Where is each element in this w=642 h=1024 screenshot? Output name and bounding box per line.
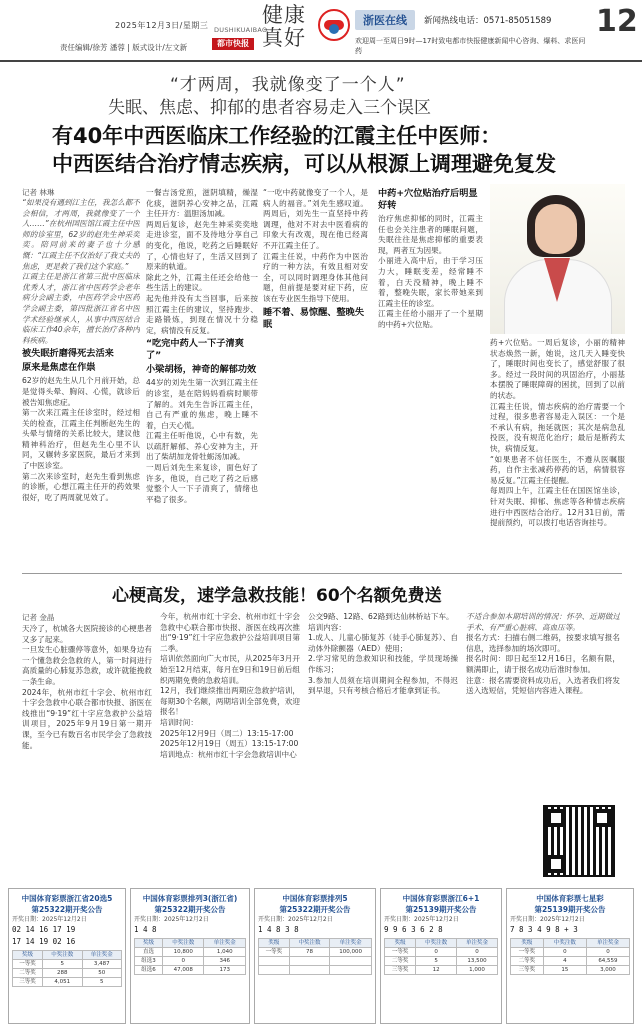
table-cell: 5 bbox=[43, 960, 82, 969]
training-location: 培训地点：杭州市红十字会急救培训中心 bbox=[160, 749, 297, 759]
lottery-results bbox=[0, 888, 642, 1024]
lottery-title: 中国体育彩票排列5 bbox=[282, 894, 348, 903]
article2-column-1 bbox=[22, 624, 152, 882]
zheyi-logo-icon bbox=[318, 9, 350, 41]
paragraph: 2.学习常见的急救知识和技能，学员现场操作练习； bbox=[308, 654, 458, 674]
qr-code-icon[interactable] bbox=[543, 805, 615, 877]
paragraph: 两周后复诊，赵先生神采奕奕地走进诊室，面不及待地分享自己的变化，他说，吃药之后睡眠好了，心情也好了，生活又回到了原来的轨道。 bbox=[146, 219, 258, 272]
table-cell: 直选 bbox=[135, 948, 163, 957]
subheading: “吃完中药人一下子清爽了” bbox=[146, 338, 244, 362]
table-cell: 二等奖 bbox=[385, 957, 416, 966]
table-cell: 346 bbox=[204, 957, 246, 966]
paragraph: 报名方式：扫描右侧二维码，按要求填写报名信息，选择参加的场次即可。 bbox=[466, 633, 620, 653]
table-cell: 组选6 bbox=[135, 966, 163, 975]
paragraph: 治疗焦虑抑郁的同时，江霞主任也会关注患者的睡眠问题，失眠往往是焦虑抑郁的重要表现，两者互为因果。 bbox=[378, 214, 483, 255]
paragraph: 12月，我们继续推出两期应急救护培训，每期30个名额，两期培训全部免费，欢迎报名！ bbox=[160, 686, 300, 717]
prize-table bbox=[12, 950, 122, 987]
table-row bbox=[385, 957, 498, 966]
table-cell bbox=[289, 957, 329, 966]
table-cell: 中奖注数 bbox=[416, 939, 457, 948]
table-cell: 3,487 bbox=[82, 960, 122, 969]
paragraph: 一周后刘先生来复诊，面色好了许多，他说，自己吃了药之后感觉整个人一下子清爽了，情绪也平稳了很多。 bbox=[146, 463, 258, 504]
paragraph: “如果没有遇到江主任，我怎么都不会相信，才两周，我就像变了一个人……”在杭州国医馆江霞主任中医师的诊室里，62岁的赵先生神采奕奕。陪同前来的妻子也十分感慨：“江霞主任不仅治好了我丈夫的焦虑，更是救了我们这个家庭。” bbox=[22, 198, 140, 271]
lottery-title: 中国体育彩票七星彩 bbox=[536, 894, 604, 903]
paragraph: 1.成人、儿童心肺复苏（徒手心肺复苏）、自动体外除颤器（AED）使用； bbox=[308, 633, 458, 653]
paragraph: 江霞主任听他说，心中有数，先以疏肝解郁、养心安神为主，开出了柴胡加龙骨牡蛎汤加减。 bbox=[146, 431, 258, 462]
table-cell: 5 bbox=[82, 978, 122, 987]
section-title: 健康真好 bbox=[262, 3, 306, 50]
lottery-issue: 第25322期开奖公告 bbox=[154, 905, 226, 914]
table-row bbox=[259, 957, 372, 966]
table-cell: 50 bbox=[82, 969, 122, 978]
article1-subtitle: 失眠、焦虑、抑郁的患者容易走入三个误区 bbox=[108, 98, 431, 118]
lottery-box bbox=[380, 888, 502, 1024]
article1-column-2 bbox=[146, 188, 258, 568]
lottery-numbers: 02 14 16 17 19 bbox=[12, 925, 76, 934]
article2-column-2 bbox=[160, 612, 300, 882]
table-cell: 奖级 bbox=[385, 939, 416, 948]
paragraph: 注意：报名需要资料成功后，入选者我们将发送入选短信，凭短信内容进入课程。 bbox=[466, 675, 620, 696]
header-promo: 欢迎周一至周日9时—17时致电都市快报健康新闻中心咨询、爆料、求医问药 bbox=[355, 37, 586, 55]
table-cell: 1,000 bbox=[457, 966, 498, 975]
paragraph: 44岁的刘先生第一次到江霞主任的诊室，是在陪妈妈看病时顺带了解的。刘先生告诉江霞主任，自己有严重的焦虑，晚上睡不着，白天心慌。 bbox=[146, 378, 258, 430]
lottery-date: 开奖日期：2025年12月2日 bbox=[384, 916, 459, 923]
table-row bbox=[511, 939, 630, 948]
table-row bbox=[135, 957, 246, 966]
paragraph: 药+穴位贴。一周后复诊，小丽的精神状态焕然一新，她说，这几天入睡变快了，睡眠时间也变长了，感觉舒服了很多。经过一段时间的巩固治疗，小丽基本摆脱了睡眠障碍的困扰，回到了以前的状态。 bbox=[490, 338, 625, 400]
table-cell: 奖级 bbox=[13, 951, 43, 960]
article1-column-4 bbox=[490, 338, 625, 568]
table-row bbox=[511, 948, 630, 957]
prize-table bbox=[134, 938, 246, 975]
article1-quote: “才两周，我就像变了一个人” bbox=[170, 75, 406, 95]
table-row bbox=[259, 939, 372, 948]
article1-column-1 bbox=[22, 198, 140, 568]
lottery-title: 中国体育彩票浙江6+1 bbox=[402, 894, 480, 903]
article2-column-3 bbox=[308, 612, 458, 882]
paragraph: 江霞主任是浙江省第三批中医临床优秀人才，浙江省中医药学会老年病分会副主委，中医药学会中医药学会副主委，第四批浙江省名中医学术经验继承人，从事中西医结合临床工作40余年，擅长治疗各种内科疾病。 bbox=[22, 272, 140, 345]
subheading: 中药+穴位贴治疗后明显好转 bbox=[378, 188, 478, 211]
table-cell bbox=[330, 966, 372, 975]
table-row bbox=[135, 948, 246, 957]
table-cell: 奖级 bbox=[135, 939, 163, 948]
lottery-title: 中国体育彩票浙江省20选5 bbox=[21, 894, 113, 903]
table-row bbox=[13, 969, 122, 978]
table-cell: 单注奖金 bbox=[204, 939, 246, 948]
paragraph: 起先他并没有太当回事，后来按照江霞主任的建议，坚持跑步、走路锻炼，到现在情况十分稳定，病情没有反复。 bbox=[146, 293, 258, 335]
page-header bbox=[0, 0, 642, 62]
lottery-numbers: 9 9 6 3 6 2 8 bbox=[384, 925, 443, 934]
lottery-box bbox=[130, 888, 250, 1024]
hotline: 新闻热线电话：0571-85051589 bbox=[424, 16, 552, 26]
doctor-portrait bbox=[490, 184, 625, 334]
lottery-issue: 第25139期开奖公告 bbox=[534, 905, 606, 914]
table-cell: 三等奖 bbox=[511, 966, 544, 975]
table-cell: 15 bbox=[543, 966, 586, 975]
logo-english: DUSHIKUAIBAO bbox=[214, 26, 268, 34]
subheading: 睡不着、易惊醒、整晚失眠 bbox=[263, 306, 365, 330]
table-row bbox=[13, 978, 122, 987]
table-cell: 三等奖 bbox=[385, 966, 416, 975]
paragraph: 一餐吉汤党煎，滋阴填精，燥湿化痰，滋阴养心安神之品，江霞主任开方：温胆汤加减。 bbox=[146, 188, 258, 219]
paragraph: 公交9路、12路、62路到达仙林桥站下车。 bbox=[308, 612, 454, 621]
lottery-numbers: 7 8 3 4 9 8 + 3 bbox=[510, 925, 578, 934]
paragraph: 培训依然面向广大市民，从2025年3月开始至12月结束，每月在9日和19日前后组织两期免费的急救培训。 bbox=[160, 654, 300, 685]
table-cell: 4 bbox=[543, 957, 586, 966]
table-cell: 一等奖 bbox=[511, 948, 544, 957]
table-cell: 中奖注数 bbox=[43, 951, 82, 960]
header-divider bbox=[0, 60, 642, 62]
table-cell bbox=[259, 957, 290, 966]
table-cell: 64,559 bbox=[586, 957, 629, 966]
page-number: 12 bbox=[596, 4, 638, 39]
paragraph: “一吃中药就像变了一个人，是病人的福音。”刘先生感叹道。两周后，刘先生一直坚持中药调理，他对不对去中医看病的印象大有改观，现在他已经离不开江霞主任了。 bbox=[263, 188, 368, 250]
table-row bbox=[385, 939, 498, 948]
subheading: 小梁胡杨，神奇的解郁功效 bbox=[146, 364, 257, 376]
prize-table bbox=[384, 938, 498, 975]
table-cell: 组选3 bbox=[135, 957, 163, 966]
lottery-box bbox=[8, 888, 126, 1024]
lottery-title: 中国体育彩票排列3(浙江省) bbox=[142, 894, 238, 903]
table-cell: 单注奖金 bbox=[586, 939, 629, 948]
table-row bbox=[135, 939, 246, 948]
table-cell: 单注奖金 bbox=[82, 951, 122, 960]
table-cell: 奖级 bbox=[511, 939, 544, 948]
table-row bbox=[511, 957, 630, 966]
lottery-date: 开奖日期：2025年12月2日 bbox=[12, 916, 87, 923]
table-cell: 中奖注数 bbox=[162, 939, 204, 948]
paragraph: 江霞主任说，情志疾病的治疗需要一个过程，很多患者容易走入误区：一个是不承认有病，拖延就医；其次是病急乱投医，没有规范化治疗；最后是断药太快，病情反复。 bbox=[490, 401, 625, 453]
table-row bbox=[385, 948, 498, 957]
issue-date: 2025年12月3日/星期三 bbox=[115, 21, 209, 30]
paragraph: 今年，杭州市红十字会、杭州市红十字会急救中心联合都市快报、浙医在线再次推出“9·19”红十字应急救护公益培训项目第二季。 bbox=[160, 612, 300, 653]
table-cell: 13,500 bbox=[457, 957, 498, 966]
paragraph: 培训内容： bbox=[308, 622, 346, 632]
lottery-issue: 第25322期开奖公告 bbox=[31, 905, 103, 914]
paragraph: 天冷了，杭城各大医院接诊的心梗患者又多了起来。 bbox=[22, 624, 152, 644]
table-cell: 0 bbox=[162, 957, 204, 966]
table-cell: 0 bbox=[543, 948, 586, 957]
table-cell: 一等奖 bbox=[385, 948, 416, 957]
article1-headline-1: 有40年中西医临床工作经验的江霞主任中医师： bbox=[52, 124, 502, 148]
table-cell: 47,008 bbox=[162, 966, 204, 975]
paragraph: 第二次来诊室时，赵先生看到焦虑的诊断，心想江霞主任开的药效果很好，吃了两周就见效了。 bbox=[22, 471, 140, 502]
table-row bbox=[259, 948, 372, 957]
subheading: 被失眠折磨得死去活来 bbox=[22, 348, 114, 360]
table-cell: 5 bbox=[416, 957, 457, 966]
table-cell: 一等奖 bbox=[13, 960, 43, 969]
table-row bbox=[135, 966, 246, 975]
paragraph: 小丽进入高中后，由于学习压力大，睡眠变差，经常睡不着，白天没精神，晚上睡不着，整晚失眠，家长带她来到江霞主任的诊室。 bbox=[378, 256, 483, 308]
table-cell: 一等奖 bbox=[259, 948, 290, 957]
lottery-numbers: 1 4 8 3 8 bbox=[258, 925, 299, 934]
table-cell: 0 bbox=[586, 948, 629, 957]
table-cell: 二等奖 bbox=[511, 957, 544, 966]
table-row bbox=[385, 966, 498, 975]
lottery-issue: 第25322期开奖公告 bbox=[279, 905, 351, 914]
article2-headline: 心梗高发，速学急救技能！60个名额免费送 bbox=[112, 586, 442, 606]
table-cell: 单注奖金 bbox=[330, 939, 372, 948]
lottery-date: 开奖日期：2025年12月2日 bbox=[510, 916, 585, 923]
lottery-issue: 第25139期开奖公告 bbox=[405, 905, 477, 914]
table-row bbox=[13, 951, 122, 960]
paragraph: 不适合参加本期培训的情况：怀孕、近期做过手术、有严重心脏病、高血压等。 bbox=[466, 612, 620, 632]
table-cell bbox=[330, 957, 372, 966]
editor-credits: 责任编辑/徐芳 潘蓉 | 版式设计/左文新 bbox=[60, 43, 188, 52]
table-cell: 4,051 bbox=[43, 978, 82, 987]
training-date: 2025年12月19日（周五）13:15-17:00 bbox=[160, 739, 299, 749]
table-cell bbox=[289, 966, 329, 975]
table-row bbox=[511, 966, 630, 975]
paragraph: 江霞主任说，中药作为中医治疗的一种方法，有效且相对安全，可以同时调理身体其他问题，但前提是要对症下药，应该在专业医生指导下使用。 bbox=[263, 251, 368, 303]
paragraph: 除此之外，江霞主任还会给他一些生活上的建议。 bbox=[146, 272, 258, 293]
newspaper-logo: 都市快报 bbox=[212, 38, 254, 50]
lottery-numbers-order: 17 14 19 02 16 bbox=[12, 937, 76, 946]
table-cell: 78 bbox=[289, 948, 329, 957]
paragraph: 2024年，杭州市红十字会、杭州市红十字会急救中心联合都市快报、浙医在线推出“9·19”红十字应急救护公益培训项目，2025年9月19日第一期开课，至今已有数百名市民学会了急救技能。 bbox=[22, 687, 152, 750]
subheading: 原来是焦虑在作祟 bbox=[22, 362, 96, 374]
table-cell: 0 bbox=[416, 948, 457, 957]
training-date: 2025年12月9日（周二）13:15-17:00 bbox=[160, 728, 294, 738]
lottery-date: 开奖日期：2025年12月2日 bbox=[134, 916, 209, 923]
paragraph: 每周四上午，江霞主任在国医馆坐诊，针对失眠、抑郁、焦虑等各种情志疾病进行中西医结合治疗。12月31日前，需提前预约，可以拨打电话咨询挂号。 bbox=[490, 486, 625, 528]
table-row bbox=[13, 960, 122, 969]
article1-headline-2: 中西医结合治疗情志疾病，可以从根源上调理避免复发 bbox=[52, 152, 556, 176]
paragraph: 报名时间：即日起至12月16日，名额有限，额满即止，请于报名成功后准时参加。 bbox=[466, 654, 620, 674]
table-cell: 奖级 bbox=[259, 939, 290, 948]
table-cell bbox=[259, 966, 290, 975]
table-cell: 单注奖金 bbox=[457, 939, 498, 948]
article1-column-3 bbox=[263, 188, 483, 568]
paragraph: 3.参加人员须在培训期间全程参加，不得迟到早退，只有考核合格后才能拿到证书。 bbox=[308, 675, 458, 696]
article2-column-4 bbox=[466, 612, 620, 802]
table-cell: 173 bbox=[204, 966, 246, 975]
table-cell: 0 bbox=[457, 948, 498, 957]
paragraph: 一旦发生心脏骤停等意外，如果身边有一个懂急救会急救的人，第一时间进行高质量的心肺复苏急救，或许就能挽救一条生命。 bbox=[22, 645, 152, 686]
table-cell: 100,000 bbox=[330, 948, 372, 957]
zheyi-online-brand: 浙医在线 bbox=[355, 10, 415, 30]
training-time-label: 培训时间： bbox=[160, 717, 198, 727]
table-cell: 12 bbox=[416, 966, 457, 975]
paragraph: “如果患者不信任医生，不遵从医嘱服药，自作主张减药停药的话，病情很容易反复。”江霞主任提醒。 bbox=[490, 454, 625, 485]
paragraph: 江霞主任给小丽开了一个星期的中药+穴位贴。 bbox=[378, 309, 483, 329]
table-cell: 10,800 bbox=[162, 948, 204, 957]
article2-author: 记者 金晶 bbox=[22, 613, 55, 622]
article-divider bbox=[22, 573, 622, 574]
table-row bbox=[259, 966, 372, 975]
paragraph: 62岁的赵先生从几个月前开始，总是觉得头晕、胸闷、心慌，就诊后被告知焦虑症。 bbox=[22, 376, 140, 407]
lottery-box bbox=[254, 888, 376, 1024]
table-cell: 1,040 bbox=[204, 948, 246, 957]
table-cell: 三等奖 bbox=[13, 978, 43, 987]
table-cell: 中奖注数 bbox=[543, 939, 586, 948]
paragraph: 第一次来江霞主任诊室时，经过相关的检查，江霞主任判断赵先生的头晕与情绪的关系比较大，建议他精神科治疗，但赵先生心里不认同，又辗转多家医院，最后才来到了中医诊室。 bbox=[22, 408, 140, 471]
table-cell: 288 bbox=[43, 969, 82, 978]
lottery-numbers: 1 4 8 bbox=[134, 925, 157, 934]
article1-author: 记者 林琳 bbox=[22, 188, 55, 197]
table-cell: 3,000 bbox=[586, 966, 629, 975]
table-cell: 中奖注数 bbox=[289, 939, 329, 948]
lottery-box bbox=[506, 888, 634, 1024]
prize-table bbox=[258, 938, 372, 975]
table-cell: 二等奖 bbox=[13, 969, 43, 978]
prize-table bbox=[510, 938, 630, 975]
lottery-date: 开奖日期：2025年12月2日 bbox=[258, 916, 333, 923]
